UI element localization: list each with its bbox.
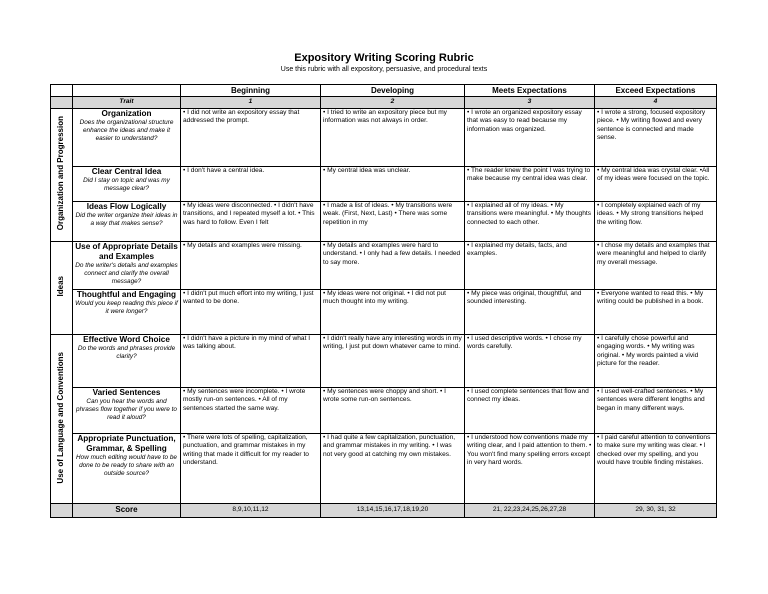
trait-question: Did the writer organize their ideas in a way that makes sense?	[75, 212, 178, 227]
corner-cell	[51, 85, 73, 97]
trait-cell	[73, 202, 181, 242]
section-label-text: Ideas	[56, 276, 66, 297]
level-header-3: Meets Expectations	[465, 85, 595, 97]
section-label-text: Use of Language and Conventions	[56, 351, 66, 484]
table-row	[51, 109, 717, 167]
level-number-4: 4	[595, 97, 717, 109]
descriptor-cell: • I didn't really have any interesting words in my writing, I just put down whatever came to mind.	[321, 335, 465, 388]
descriptor-cell: • I wrote a strong, focused expository piece. • My writing flowed and every sentence is connected and made sense.	[595, 109, 717, 167]
rubric-title: Expository Writing Scoring Rubric	[294, 52, 474, 64]
descriptor-cell: • My sentences were incomplete. • I wrote mostly run-on sentences. • All of my sentences started the same way.	[181, 388, 321, 434]
descriptor-cell: • I didn't have a picture in my mind of what I was talking about.	[181, 335, 321, 388]
descriptor-cell: • My piece was original, thoughtful, and sounded interesting.	[465, 290, 595, 335]
blank-header-cell	[73, 85, 181, 97]
descriptor-cell: • I paid careful attention to conventions to make sure my writing was clear. • I checked over my spelling, and you would have trouble finding mistakes.	[595, 434, 717, 504]
section-label-text: Organization and Progression	[56, 116, 66, 231]
score-corner-cell	[51, 504, 73, 518]
descriptor-cell: • I used complete sentences that flow and connect my ideas.	[465, 388, 595, 434]
trait-question: Do the words and phrases provide clarity?	[77, 345, 176, 360]
descriptor-cell: • I wrote an organized expository essay that was easy to read because my information was organized.	[465, 109, 595, 167]
level-number-3: 3	[465, 97, 595, 109]
score-row	[51, 504, 717, 518]
descriptor-cell: • I did not write an expository essay that addressed the prompt.	[181, 109, 321, 167]
level-header-row	[51, 85, 717, 97]
descriptor-cell: • Everyone wanted to read this. • My writing could be published in a book.	[595, 290, 717, 335]
table-row	[51, 434, 717, 504]
trait-name: Clear Central Idea	[91, 167, 162, 176]
descriptor-cell: • I made a list of ideas. • My transitions were weak. (First, Next, Last) • There was some repetition in my	[321, 202, 465, 242]
trait-cell	[73, 167, 181, 202]
table-row	[51, 202, 717, 242]
trait-question: How much editing would have to be done to be ready to share with an outside source?	[76, 454, 177, 477]
descriptor-cell: • I understood how conventions made my writing clear, and I paid attention to them. • You won't find many spelling errors except in very hard words.	[465, 434, 595, 504]
descriptor-cell: • I explained all of my ideas. • My transitions were meaningful. • My thoughts connected to each other.	[465, 202, 595, 242]
rubric-table	[50, 84, 717, 518]
rubric-subtitle: Use this rubric with all expository, persuasive, and procedural texts	[280, 66, 488, 73]
trait-cell	[73, 335, 181, 388]
section-label-ideas	[51, 242, 73, 335]
trait-name: Ideas Flow Logically	[86, 202, 167, 211]
score-range-4: 29, 30, 31, 32	[595, 504, 717, 518]
descriptor-cell: • I chose my details and examples that were meaningful and helped to clarify my overall message.	[595, 242, 717, 290]
trait-name: Thoughtful and Engaging	[76, 290, 177, 299]
descriptor-cell: • My details and examples were missing.	[181, 242, 321, 290]
score-range-2: 13,14,15,16,17,18,19,20	[321, 504, 465, 518]
trait-cell	[73, 388, 181, 434]
descriptor-cell: • The reader knew the point I was trying to make because my central idea was clear.	[465, 167, 595, 202]
descriptor-cell: • I didn't put much effort into my writing, I just wanted to be done.	[181, 290, 321, 335]
level-number-1: 1	[181, 97, 321, 109]
descriptor-cell: • My central idea was crystal clear. •All of my ideas were focused on the topic.	[595, 167, 717, 202]
trait-cell	[73, 109, 181, 167]
trait-name: Use of Appropriate Details and Examples	[75, 242, 178, 261]
descriptor-cell: • I used well-crafted sentences. • My sentences were different lengths and began in many different ways.	[595, 388, 717, 434]
trait-question: Did I stay on topic and was my message clear?	[83, 177, 170, 192]
descriptor-cell: • My details and examples were hard to understand. • I only had a few details. I needed to say more.	[321, 242, 465, 290]
corner-cell-shaded	[51, 97, 73, 109]
score-range-1: 8,9,10,11,12	[181, 504, 321, 518]
trait-name: Effective Word Choice	[83, 335, 170, 344]
trait-question: Would you keep reading this piece if it were longer?	[75, 300, 178, 315]
level-number-2: 2	[321, 97, 465, 109]
level-header-2: Developing	[321, 85, 465, 97]
table-row	[51, 388, 717, 434]
table-row	[51, 335, 717, 388]
trait-question: Can you hear the words and phrases flow together if you were to read it aloud?	[76, 398, 177, 421]
score-label: Score	[115, 504, 138, 514]
table-row	[51, 242, 717, 290]
descriptor-cell: • My ideas were disconnected. • I didn't have transitions, and I repeated myself a lot. • This was hard to follow. Even I felt	[181, 202, 321, 242]
descriptor-cell: • I completely explained each of my ideas. • My strong transitions helped the writing flow.	[595, 202, 717, 242]
score-label-cell	[73, 504, 181, 518]
trait-name: Varied Sentences	[92, 388, 161, 397]
section-label-language	[51, 335, 73, 504]
descriptor-cell: • I explained my details, facts, and examples.	[465, 242, 595, 290]
trait-name: Appropriate Punctuation, Grammar, & Spelling	[77, 434, 176, 453]
section-label-organization	[51, 109, 73, 242]
descriptor-cell: • I don't have a central idea.	[181, 167, 321, 202]
trait-header: Trait	[73, 97, 181, 109]
table-row	[51, 167, 717, 202]
trait-question: Does the organizational structure enhance the ideas and make it easier to understand?	[79, 119, 174, 142]
trait-question: Do the writer's details and examples connect and clarify the overall message?	[75, 262, 178, 285]
trait-cell	[73, 434, 181, 504]
score-range-3: 21, 22,23,24,25,26,27,28	[465, 504, 595, 518]
level-header-1: Beginning	[181, 85, 321, 97]
descriptor-cell: • I carefully chose powerful and engaging words. • My writing was original. • My words painted a vivid picture for the reader.	[595, 335, 717, 388]
trait-number-row	[51, 97, 717, 109]
descriptor-cell: • My ideas were not original. • I did not put much thought into my writing.	[321, 290, 465, 335]
descriptor-cell: • I tried to write an expository piece but my information was not always in order.	[321, 109, 465, 167]
descriptor-cell: • There were lots of spelling, capitalization, punctuation, and grammar mistakes in my writing that made it difficult for my reader to understand.	[181, 434, 321, 504]
trait-cell	[73, 290, 181, 335]
trait-name: Organization	[101, 109, 152, 118]
descriptor-cell: • I used descriptive words. • I chose my words carefully.	[465, 335, 595, 388]
descriptor-cell: • My central idea was unclear.	[321, 167, 465, 202]
descriptor-cell: • My sentences were choppy and short. • I wrote some run-on sentences.	[321, 388, 465, 434]
table-row	[51, 290, 717, 335]
level-header-4: Exceed Expectations	[595, 85, 717, 97]
descriptor-cell: • I had quite a few capitalization, punctuation, and grammar mistakes in my writing. • I was not very good at catching my own mistakes.	[321, 434, 465, 504]
trait-cell	[73, 242, 181, 290]
